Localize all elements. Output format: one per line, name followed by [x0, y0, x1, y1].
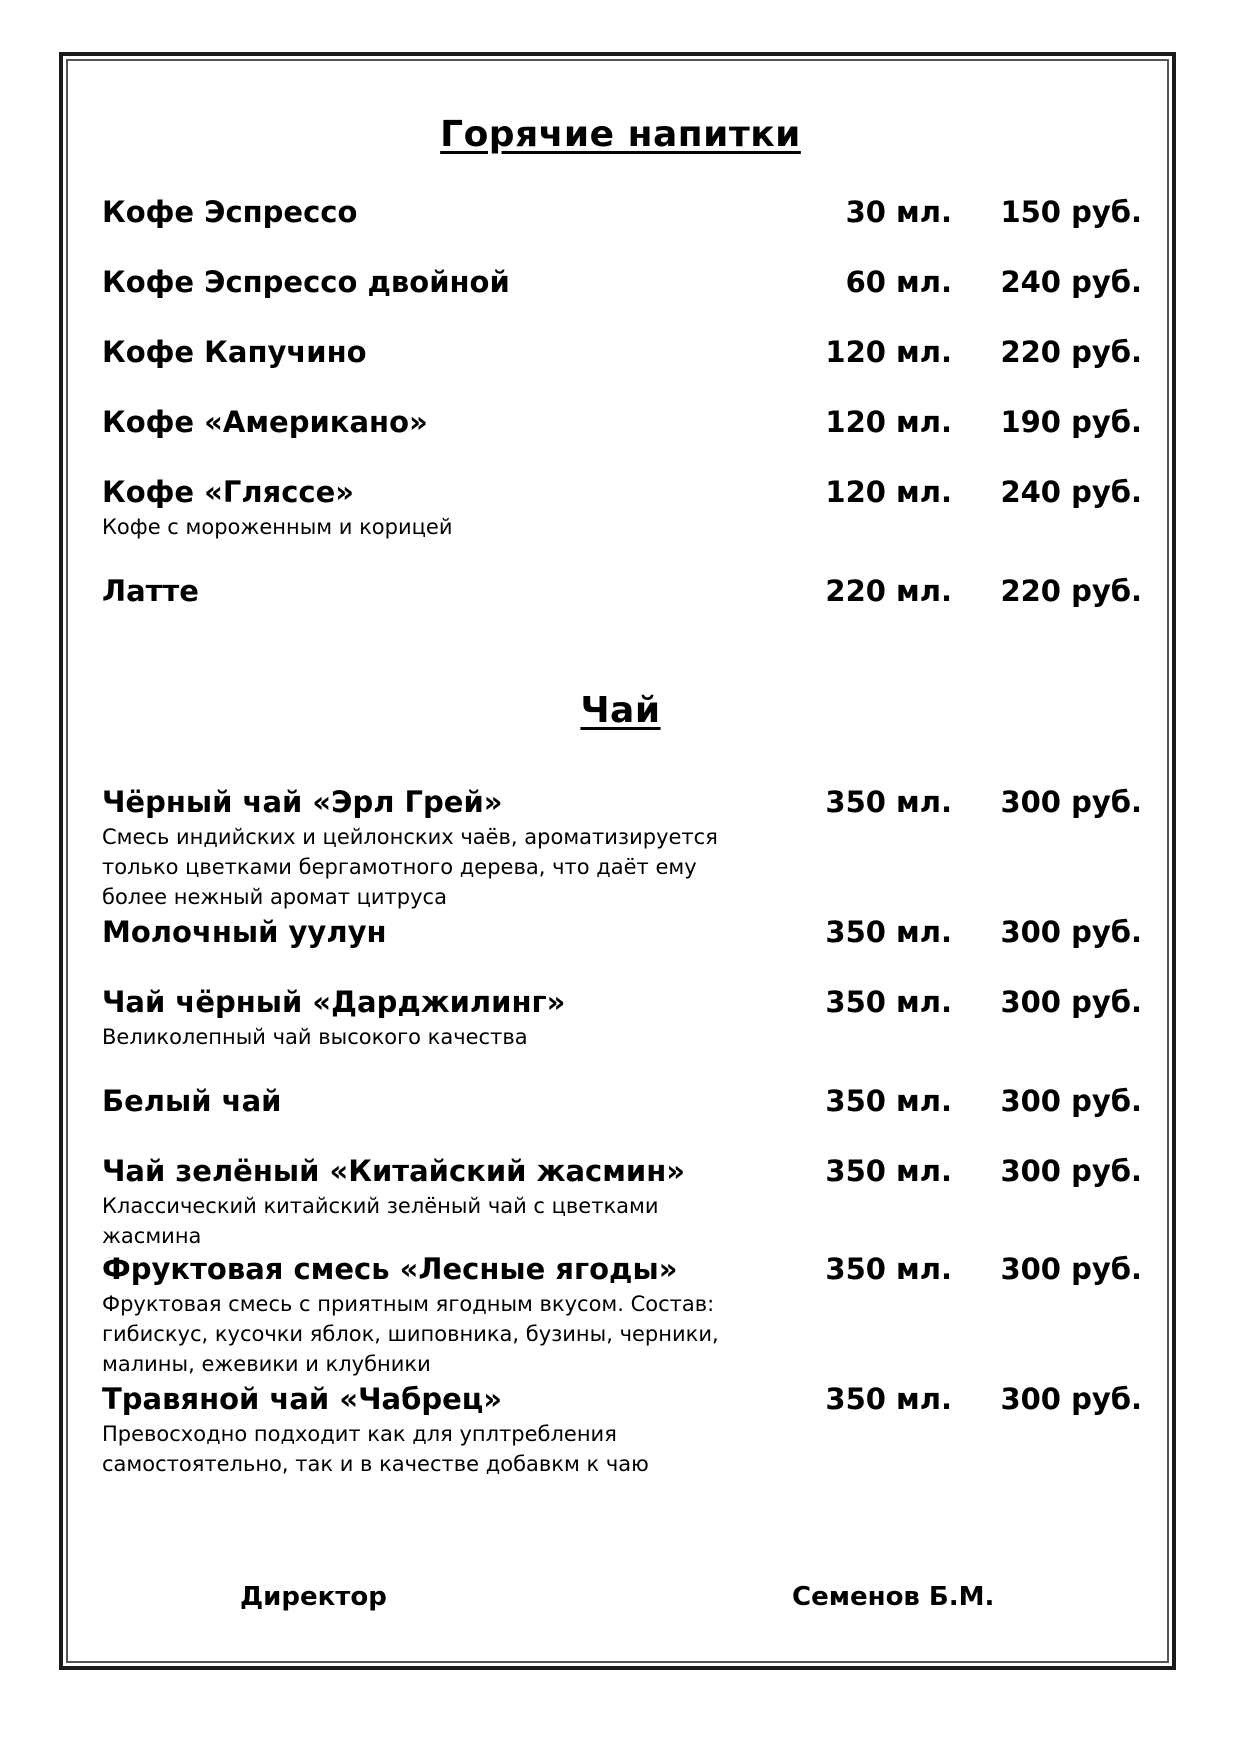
item-price: 300 руб.: [1000, 915, 1142, 949]
item-name: Молочный уулун: [102, 915, 387, 949]
item-price: 150 руб.: [1000, 195, 1142, 229]
item-volume: 120 мл.: [825, 405, 952, 439]
section-title-tea: Чай: [580, 690, 661, 731]
item-price: 300 руб.: [1000, 1154, 1142, 1188]
item-name: Чёрный чай «Эрл Грей»: [102, 785, 503, 819]
menu-item: [102, 472, 1142, 542]
menu-item: [102, 782, 1142, 912]
item-price: 220 руб.: [1000, 335, 1142, 369]
item-description: Великолепный чай высокого качества: [102, 1025, 528, 1049]
item-price: 190 руб.: [1000, 405, 1142, 439]
item-volume: 120 мл.: [825, 475, 952, 509]
menu-item: [102, 262, 1142, 302]
item-price: 240 руб.: [1000, 475, 1142, 509]
item-price: 220 руб.: [1000, 574, 1142, 608]
menu-item: [102, 332, 1142, 372]
section-title-hot-drinks: Горячие напитки: [440, 114, 801, 155]
item-price: 300 руб.: [1000, 985, 1142, 1019]
menu-item: [102, 1081, 1142, 1121]
menu-item: [102, 192, 1142, 232]
item-volume: 30 мл.: [845, 195, 952, 229]
item-name: Фруктовая смесь «Лесные ягоды»: [102, 1252, 678, 1286]
item-description: Фруктовая смесь с приятным ягодным вкусом. Состав: гибискус, кусочки яблок, шиповника, бузины, черники, малины, ежевики и клубники: [102, 1292, 719, 1376]
item-description: Классический китайский зелёный чай с цветками жасмина: [102, 1194, 659, 1248]
item-price: 300 руб.: [1000, 785, 1142, 819]
menu-item: [102, 1249, 1142, 1379]
menu-item: [102, 982, 1142, 1052]
item-volume: 350 мл.: [825, 915, 952, 949]
item-price: 300 руб.: [1000, 1382, 1142, 1416]
item-name: Латте: [102, 574, 199, 608]
menu-item: [102, 1379, 1142, 1479]
item-name: Кофе «Американо»: [102, 405, 428, 439]
item-name: Кофе «Гляссе»: [102, 475, 355, 509]
item-volume: 60 мл.: [845, 265, 952, 299]
item-volume: 350 мл.: [825, 1154, 952, 1188]
item-volume: 350 мл.: [825, 1084, 952, 1118]
item-description: Превосходно подходит как для уплтребления самостоятельно, так и в качестве добавкм к чаю: [102, 1422, 649, 1476]
signature-name: Семенов Б.М.: [792, 1582, 995, 1612]
item-name: Кофе Эспрессо двойной: [102, 265, 510, 299]
item-name: Кофе Капучино: [102, 335, 367, 369]
item-name: Белый чай: [102, 1084, 282, 1118]
item-price: 240 руб.: [1000, 265, 1142, 299]
menu-item: [102, 1151, 1142, 1251]
item-volume: 350 мл.: [825, 785, 952, 819]
item-name: Травяной чай «Чабрец»: [102, 1382, 502, 1416]
menu-item: [102, 402, 1142, 442]
item-price: 300 руб.: [1000, 1084, 1142, 1118]
item-description: Кофе с мороженным и корицей: [102, 515, 453, 539]
item-volume: 220 мл.: [825, 574, 952, 608]
item-volume: 350 мл.: [825, 1382, 952, 1416]
item-price: 300 руб.: [1000, 1252, 1142, 1286]
item-name: Чай чёрный «Дарджилинг»: [102, 985, 566, 1019]
menu-item: [102, 912, 1142, 952]
item-description: Смесь индийских и цейлонских чаёв, ароматизируется только цветками бергамотного дерева, что даёт ему более нежный аромат цитруса: [102, 825, 718, 909]
item-volume: 350 мл.: [825, 1252, 952, 1286]
menu-item: [102, 571, 1142, 611]
item-volume: 120 мл.: [825, 335, 952, 369]
item-name: Кофе Эспрессо: [102, 195, 358, 229]
item-name: Чай зелёный «Китайский жасмин»: [102, 1154, 686, 1188]
item-volume: 350 мл.: [825, 985, 952, 1019]
signature-position: Директор: [240, 1582, 387, 1612]
